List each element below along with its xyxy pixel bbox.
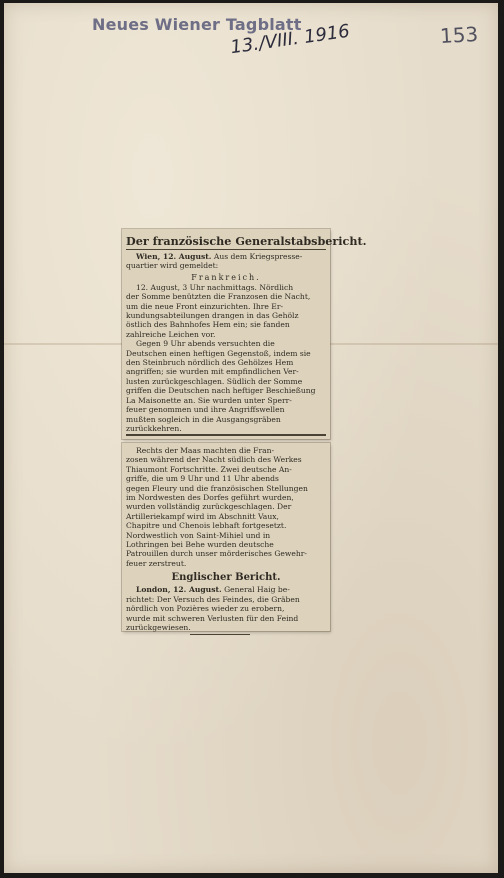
clipping-french-report	[122, 229, 367, 439]
london-place: London, 12. August.	[136, 585, 222, 595]
english-report-heading: Englischer Bericht.	[171, 572, 281, 584]
paragraph-1: 12. August, 3 Uhr nachmittags. Nördlich der Somme benützten die Franzosen die Nacht, um die neue Front einzurichten. Ihre Er- kundungsabteilungen drangen in das Gehölz östlich des Bahnhofes Hem ein; sie fanden zahlreiche Leichen vor.	[126, 282, 311, 339]
end-rule	[190, 634, 250, 635]
dateline-place: Wien, 12. August.	[136, 252, 212, 261]
article-headline: Der französische Generalstabsbericht.	[126, 234, 367, 248]
paragraph-2: Gegen 9 Uhr abends versuchten die Deutschen einen heftigen Gegenstoß, indem sie den Steinbruch nördlich des Gehölzes Hem angriffen; sie wurden mit empfindlichen Ver- lusten zurückgeschlagen. Südlich der Somme griffen die Deutschen nach heftiger Beschießung La Maisonette an. Sie wurden unter Sperr- feuer genommen und ihre Angriffswellen mußten sogleich in die Ausgangsgräben zurückkehren.	[126, 339, 316, 433]
headline-rule	[126, 249, 326, 250]
london-text: General Haig be- richtet: Der Versuch des Feindes, die Gräben nördlich von Pozières wieder zu erobern, wurde mit schweren Verlusten für den Feind zurückgewiesen.	[126, 585, 300, 632]
clipping-continuation	[122, 443, 330, 631]
handwritten-page-number: 153	[439, 22, 479, 48]
paragraph-4	[126, 585, 326, 632]
dateline-intro: Aus dem Kriegspresse- quartier wird gemeldet:	[126, 252, 303, 271]
dateline-paragraph	[126, 252, 326, 271]
paragraph-3: Rechts der Maas machten die Fran- zosen während der Nacht südlich des Werkes Thiaumont Fortschritte. Zwei deutsche An- griffe, die um 9 Uhr und 11 Uhr abends gegen Fleury und die französischen Stellungen im Nordwesten des Dorfes geführt wurden, wurden vollständig zurückgeschlagen. Der Artilleriekampf wird im Abschnitt Vaux, Chapitre und Chenois lebhaft fortgesetzt. Nordwestlich von Saint-Mihiel und in Lothringen bei Behe wurden deutsche Patrouillen durch unser mörderisches Gewehr- feuer zerstreut.	[126, 446, 308, 568]
archive-sheet	[4, 3, 498, 873]
newspaper-stamp: Neues Wiener Tagblatt	[92, 15, 302, 34]
bottom-rule	[126, 434, 326, 436]
country-heading: Frankreich.	[191, 272, 261, 282]
handwritten-date: 13./VIII. 1916	[229, 20, 352, 59]
